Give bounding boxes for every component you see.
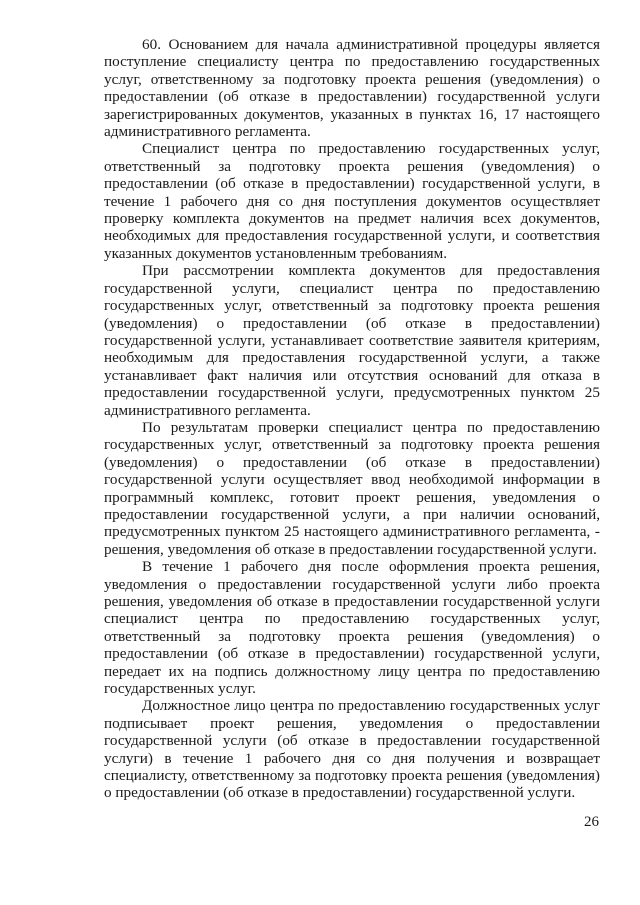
- paragraph-document-check: Специалист центра по предоставлению государственных услуг, ответственный за подготовку проекта решения (уведомления) о предоставлении (об отказе в предоставлении) государственной услуги, в течение 1 рабочего дня со дня поступления документов осуществляет проверку комплекта документов на предмет наличия всех документов, необходимых для предоставления государственной услуги, и соответствия указанных документов установленным требованиям.: [104, 140, 600, 262]
- page-number: 26: [584, 814, 599, 830]
- paragraph-signature-transfer: В течение 1 рабочего дня после оформления проекта решения, уведомления о предоставлении государственной услуги либо проекта решения, уведомления об отказе в предоставлении государственной услуги специалист центра по предоставлению государственных услуг, ответственный за подготовку проекта решения (уведомления) о предоставлении (об отказе в предоставлении) государственной услуги, передает их на подпись должностному лицу центра по предоставлению государственных услуг.: [104, 558, 600, 698]
- paragraph-check-results: По результатам проверки специалист центра по предоставлению государственных услуг, ответственный за подготовку проекта решения (уведомления) о предоставлении (об отказе в предоставлении) государственной услуги осуществляет ввод необходимой информации в программный комплекс, готовит проект решения, уведомления о предоставлении государственной услуги, а при наличии оснований, предусмотренных пунктом 25 настоящего административного регламента, - решения, уведомления об отказе в предоставлении государственной услуги.: [104, 418, 600, 558]
- paragraph-criteria-review: При рассмотрении комплекта документов для предоставления государственной услуги, специалист центра по предоставлению государственных услуг, ответственный за подготовку проекта решения (уведомления) о предоставлении (об отказе в предоставлении) государственной услуги, устанавливает соответствие заявителя критериям, необходимым для предоставления государственной услуги, а также устанавливает факт наличия или отсутствия оснований для отказа в предоставлении государственной услуги, предусмотренных пунктом 25 административного регламента.: [104, 262, 600, 419]
- paragraph-official-signing: Должностное лицо центра по предоставлению государственных услуг подписывает проект решения, уведомления о предоставлении государственной услуги (об отказе в предоставлении государственной услуги) в течение 1 рабочего дня со дня получения и возвращает специалисту, ответственному за подготовку проекта решения (уведомления) о предоставлении (об отказе в предоставлении) государственной услуги.: [104, 697, 600, 802]
- paragraph-60-basis: 60. Основанием для начала административной процедуры является поступление специалисту центра по предоставлению государственных услуг, ответственному за подготовку проекта решения (уведомления) о предоставлении (об отказе в предоставлении) государственной услуги зарегистрированных документов, указанных в пунктах 16, 17 настоящего административного регламента.: [104, 36, 600, 141]
